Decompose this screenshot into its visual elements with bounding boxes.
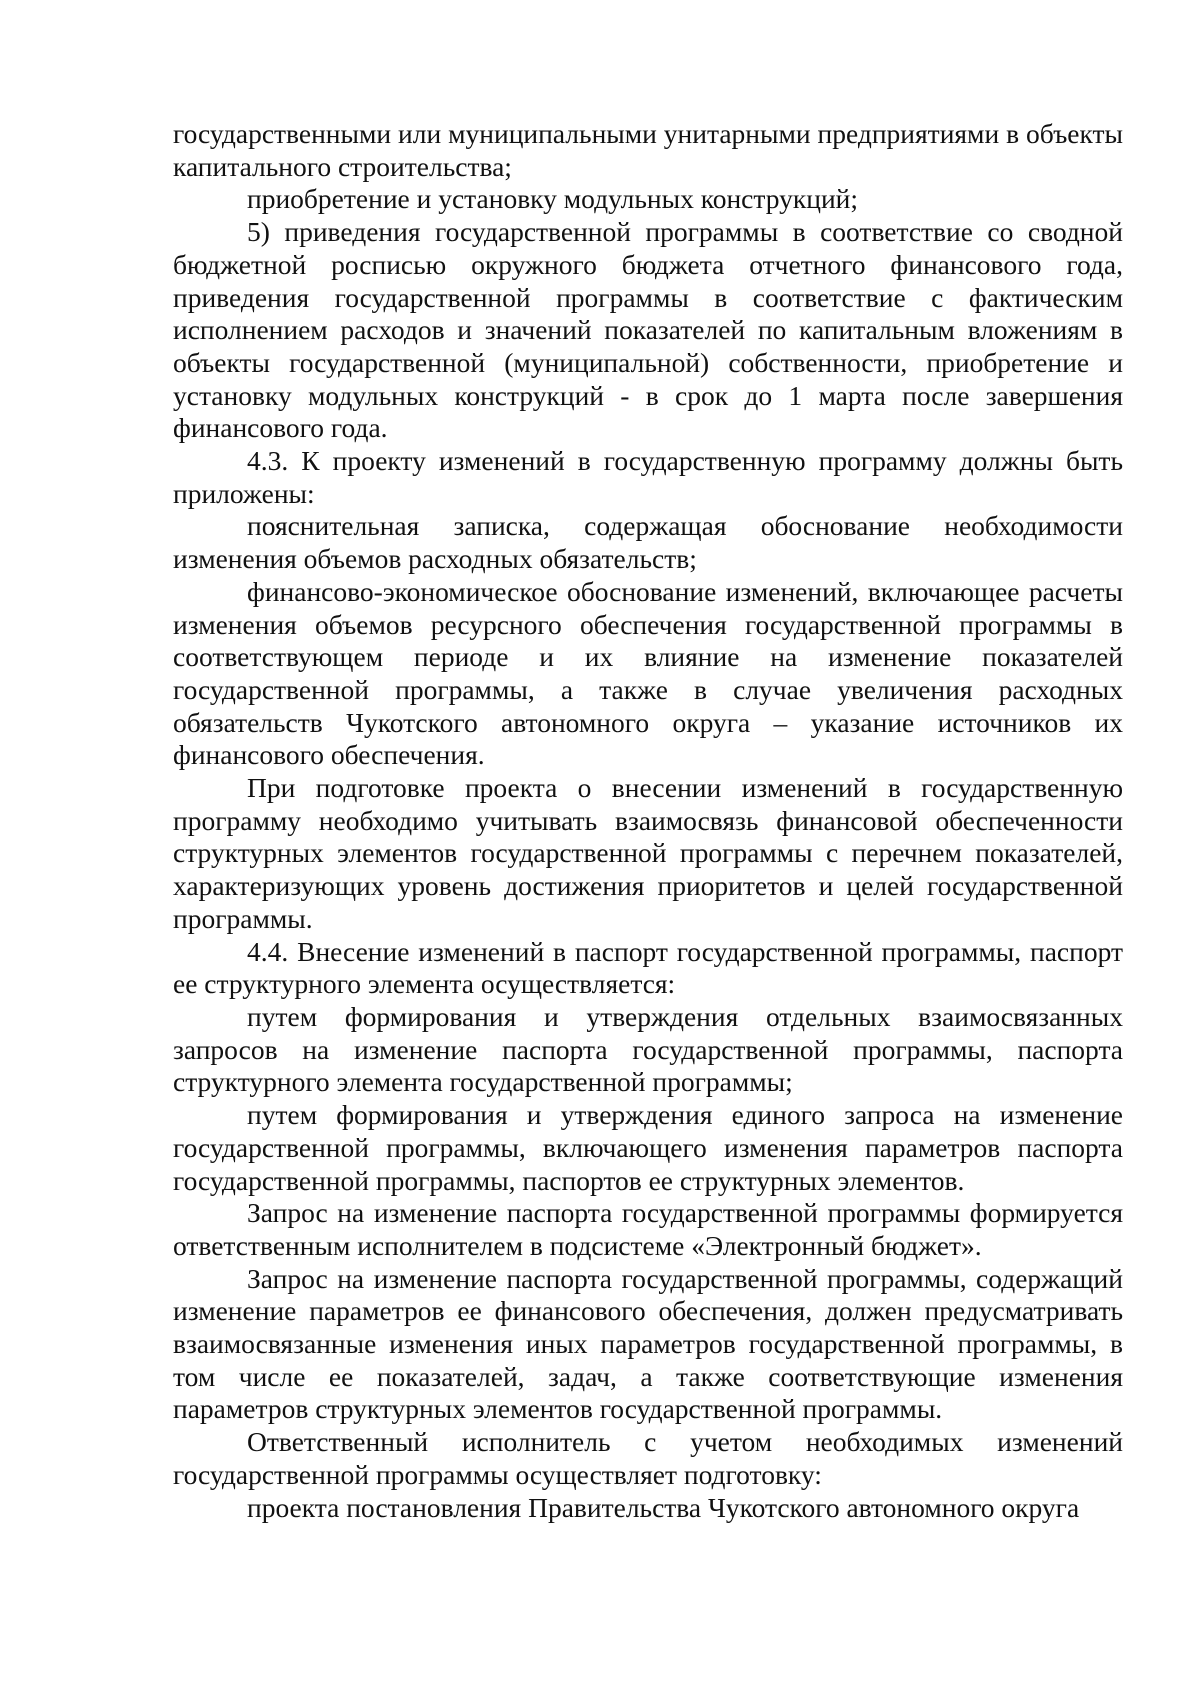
paragraph-request-formation: Запрос на изменение паспорта государственной программы формируется ответственным исполнителем в подсистеме «Электронный бюджет». <box>173 1197 1123 1261</box>
paragraph-request-financial: Запрос на изменение паспорта государственной программы, содержащий изменение параметров ее финансового обеспечения, должен предусматривать взаимосвязанные изменения иных параметров государственной программы, в том числе ее показателей, задач, а также соответствующие изменения параметров структурных элементов государственной программы. <box>173 1262 1123 1425</box>
document-page <box>173 118 1123 1524</box>
paragraph-item-5: 5) приведения государственной программы в соответствие со сводной бюджетной росписью окружного бюджета отчетного финансового года, приведения государственной программы в соответствие с фактическим исполнением расходов и значений показателей по капитальным вложениям в объекты государственной (муниципальной) собственности, приобретение и установку модульных конструкций - в срок до 1 марта после завершения финансового года. <box>173 216 1123 444</box>
paragraph-4-4: 4.4. Внесение изменений в паспорт государственной программы, паспорт ее структурного элемента осуществляется: <box>173 935 1123 1000</box>
paragraph-preparation: При подготовке проекта о внесении изменений в государственную программу необходимо учитывать взаимосвязь финансовой обеспеченности структурных элементов государственной программы с перечнем показателей, характеризующих уровень достижения приоритетов и целей государственной программы. <box>173 772 1123 934</box>
paragraph-4-3: 4.3. К проекту изменений в государственную программу должны быть приложены: <box>173 445 1123 509</box>
paragraph-modular-constructions: приобретение и установку модульных конструкций; <box>247 183 859 215</box>
paragraph-separate-requests: путем формирования и утверждения отдельных взаимосвязанных запросов на изменение паспорта государственной программы, паспорта структурного элемента государственной программы; <box>173 1000 1123 1098</box>
paragraph-financial-justification: финансово-экономическое обоснование изменений, включающее расчеты изменения объемов ресурсного обеспечения государственной программы в соответствующем периоде и их влияние на изменение показателей государственной программы, а также в случае увеличения расходных обязательств Чукотского автономного округа – указание источников их финансового обеспечения. <box>173 575 1123 771</box>
paragraph-explanatory-note: пояснительная записка, содержащая обоснование необходимости изменения объемов расходных обязательств; <box>173 510 1123 575</box>
paragraph-single-request: путем формирования и утверждения единого запроса на изменение государственной программы, включающего изменения параметров паспорта государственной программы, паспортов ее структурных элементов. <box>173 1099 1123 1196</box>
paragraph-responsible-executor: Ответственный исполнитель с учетом необходимых изменений государственной программы осуществляет подготовку: <box>173 1426 1123 1490</box>
paragraph-draft-resolution: проекта постановления Правительства Чукотского автономного округа <box>247 1491 1080 1523</box>
paragraph-continuation: государственными или муниципальными унитарными предприятиями в объекты капитального строительства; <box>173 118 1123 182</box>
